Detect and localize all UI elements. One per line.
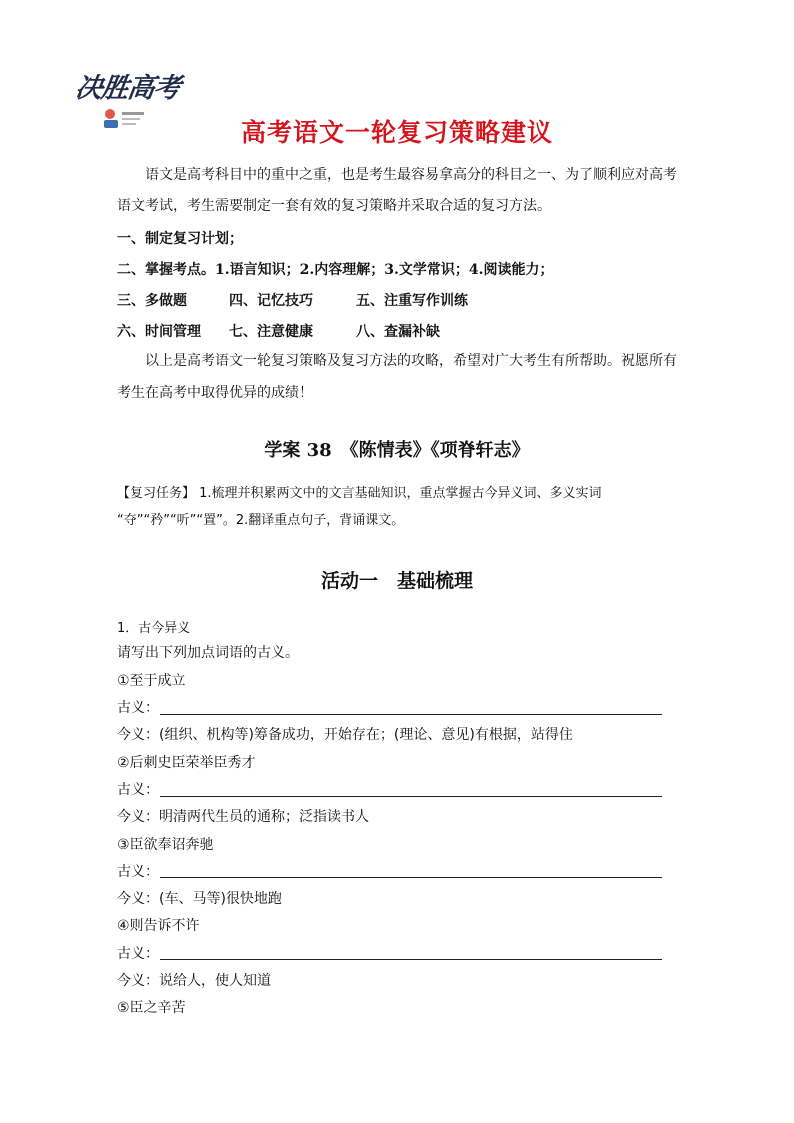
task-line-1: 【复习任务】 1.梳理并积累两文中的文言基础知识，重点掌握古今异义词、多义实词 [117,486,602,501]
strategy-1: 一、制定复习计划； [117,231,243,247]
item-1-jin: 今义：(组织、机构等)筹备成功，开始存在；(理论、意见)有根据，站得住 [117,727,573,743]
item-2-gu-label: 古义： [117,782,159,798]
strategy-8: 八、查漏补缺 [356,324,440,340]
section-instruction: 请写出下列加点词语的古义。 [117,645,299,661]
strategy-row-4 [117,321,440,341]
item-3-gu-label: 古义： [117,864,159,880]
outro-line-2: 考生在高考中取得优异的成绩！ [117,385,313,401]
item-4-answer-line[interactable] [160,958,662,960]
item-1-gu-label: 古义： [117,700,159,716]
item-2-jin: 今义：明清两代生员的通称；泛指读书人 [117,809,369,825]
page-title: 高考语文一轮复习策略建议 [240,118,553,147]
activity-title: 活动一 基础梳理 [320,570,473,592]
item-5-word: ⑤臣之辛苦 [117,1000,186,1016]
outro-line-1: 以上是高考语文一轮复习策略及复习方法的攻略，希望对广大考生有所帮助。祝愿所有 [145,353,677,369]
strategy-7: 七、注意健康 [229,324,313,340]
item-4-jin: 今义：说给人，使人知道 [117,973,271,989]
strategy-4: 四、记忆技巧 [229,293,313,309]
item-1-word: ①至于成立 [117,673,186,689]
task-line-2: “夺”“矜”“听”“置”。2.翻译重点句子，背诵课文。 [117,513,405,528]
intro-line-1: 语文是高考科目中的重中之重，也是考生最容易拿高分的科目之一、为了顺利应对高考 [145,167,677,183]
lesson-title: 学案 38 《陈情表》《项脊轩志》 [264,440,530,461]
strategy-row-3 [117,290,468,310]
logo-text: 决胜高考 [73,73,182,104]
intro-line-2: 语文考试，考生需要制定一套有效的复习策略并采取合适的复习方法。 [117,198,551,214]
strategy-3: 三、多做题 [117,293,187,309]
item-1-answer-line[interactable] [160,713,662,715]
strategy-6: 六、时间管理 [117,324,201,340]
item-2-answer-line[interactable] [160,795,662,797]
item-4-gu-label: 古义： [117,946,159,962]
item-3-jin: 今义：(车、马等)很快地跑 [117,891,282,907]
strategy-5: 五、注重写作训练 [356,293,468,309]
section-heading: 1．古今异义 [117,621,191,636]
item-3-word: ③臣欲奉诏奔驰 [117,837,214,853]
item-3-answer-line[interactable] [160,876,662,878]
item-4-word: ④则告诉不许 [117,918,200,934]
item-2-word: ②后刺史臣荣举臣秀才 [117,755,256,771]
strategy-2: 二、掌握考点。1.语言知识；2.内容理解；3.文学常识；4.阅读能力； [117,262,554,278]
